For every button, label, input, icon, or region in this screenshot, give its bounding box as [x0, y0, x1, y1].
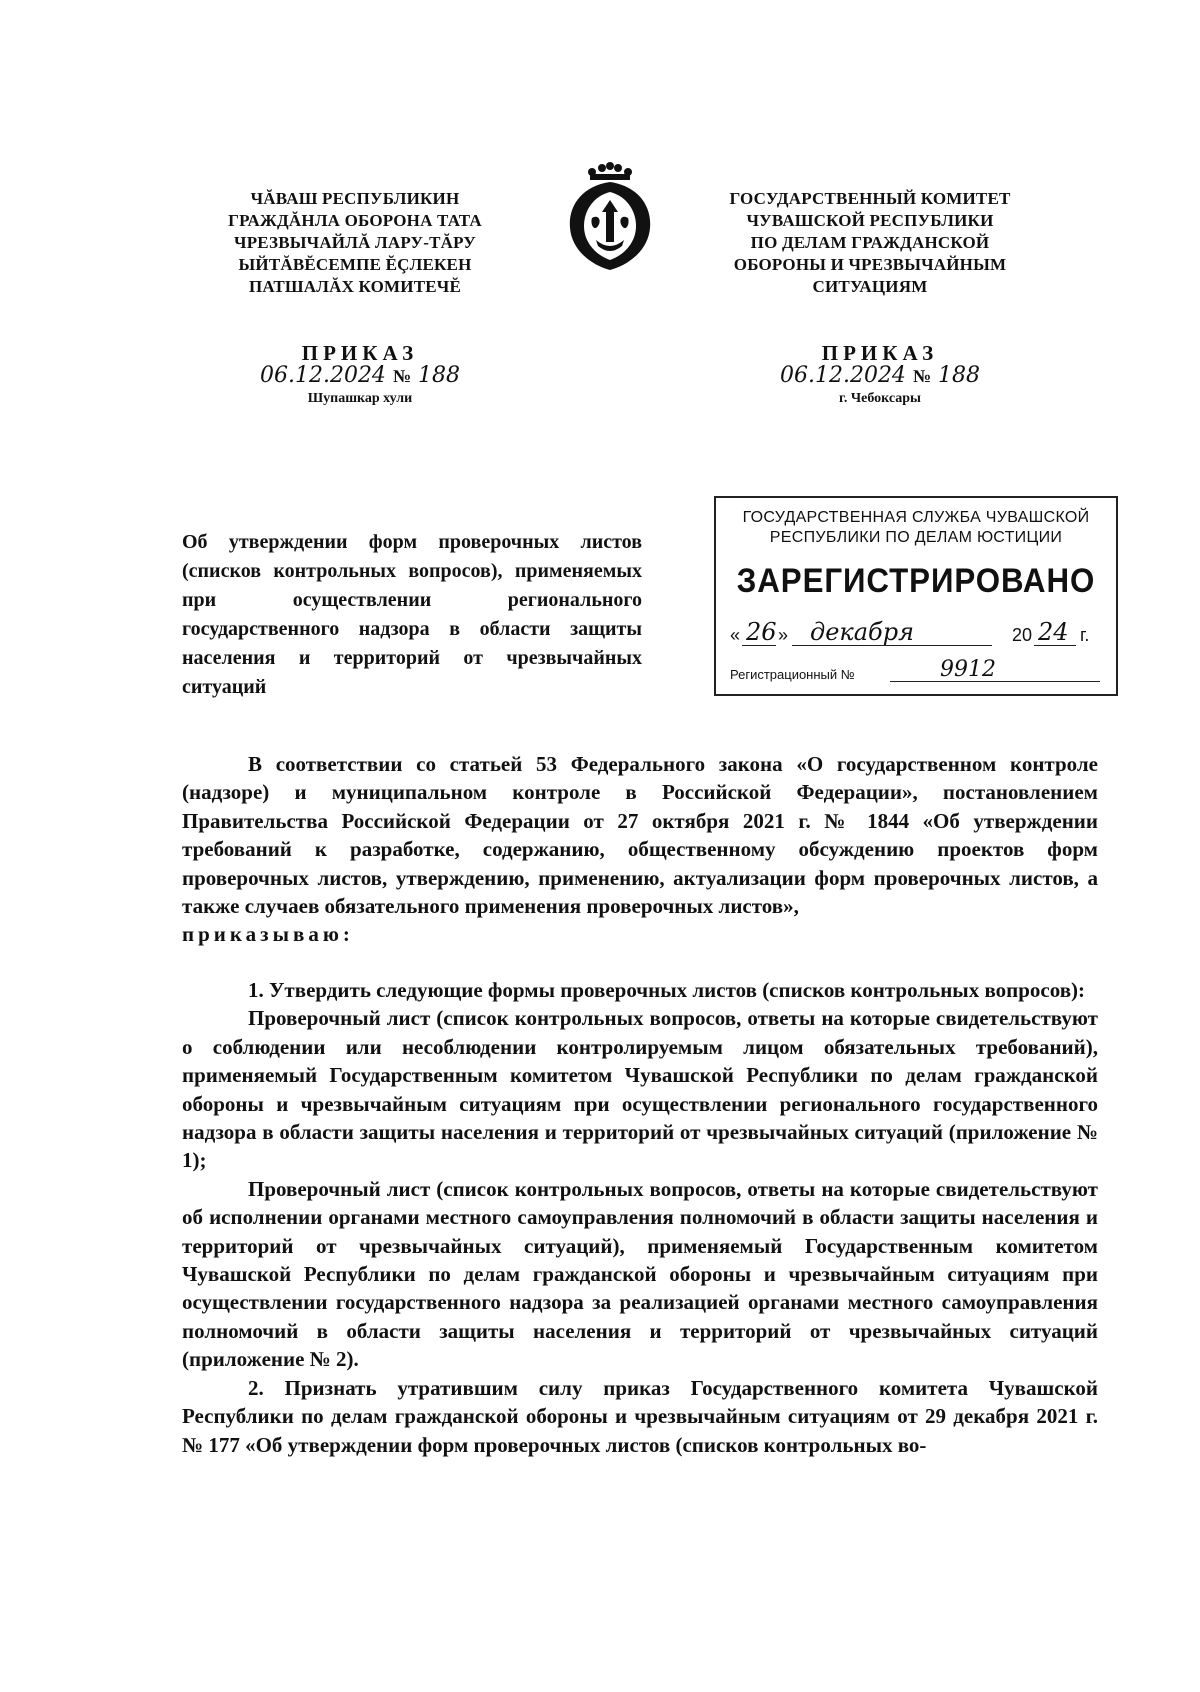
item-1-form-a: Проверочный лист (список контрольных вопросов, ответы на которые свидетельствуют о соблюдении или несоблюдении контролируемым лицом обязательных требований), применяемый Государственным комитетом Чувашской Республики по делам гражданской обороны и чрезвычайным ситуациям при осуществлении регионального государственного надзора в области защиты населения и территорий от чрезвычайных ситуаций (приложение № 1); [182, 1006, 1098, 1173]
stamp-reg-label: Регистрационный № [730, 667, 855, 682]
order-block-russian [750, 342, 1010, 408]
item-1: 1. Утвердить следующие формы проверочных листов (списков контрольных вопросов): [248, 978, 1086, 1002]
order-title: ПРИКАЗ [821, 341, 939, 365]
header-russian [700, 188, 1040, 298]
stamp-year-prefix: 20 [1012, 625, 1033, 645]
header-chuvash-line: ПАТШАЛĂХ КОМИТЕЧĔ [248, 277, 462, 296]
header-russian-line: ЧУВАШСКОЙ РЕСПУБЛИКИ [746, 211, 994, 230]
preamble-text: В соответствии со статьей 53 Федерального закона «О государственном контроле (надзоре) и муниципальном контроле в Российской Федерации», постановлением Правительства Российской Федерации от 27 октября 2021 г. № 1844 «Об утверждении требований к разработке, содержанию, общественному обсуждению проектов форм проверочных листов, утверждению, применению, актуализации форм проверочных листов, а также случаев обязательного применения проверочных листов», [182, 752, 1098, 919]
stamp-org-line: ГОСУДАРСТВЕННАЯ СЛУЖБА ЧУВАШСКОЙ [742, 509, 1090, 526]
stamp-org-line: РЕСПУБЛИКИ ПО ДЕЛАМ ЮСТИЦИИ [769, 529, 1063, 546]
header-russian-line: ПО ДЕЛАМ ГРАЖДАНСКОЙ [750, 233, 990, 252]
header-russian-line: ГОСУДАРСТВЕННЫЙ КОМИТЕТ [729, 189, 1011, 208]
registration-stamp [714, 496, 1118, 696]
number-sign: № [912, 366, 932, 386]
stamp-status: ЗАРЕГИСТРИРОВАНО [736, 562, 1096, 600]
order-date: 06.12.2024 [259, 363, 386, 388]
header-chuvash-line: ЫЙТĂВĔСЕМПЕ ĔÇЛЕКЕН [238, 255, 472, 274]
stamp-day: 26 [746, 618, 777, 646]
stamp-month: декабря [810, 618, 914, 646]
header-chuvash [200, 188, 510, 298]
order-number: 188 [938, 363, 981, 388]
order-items [182, 976, 1098, 1459]
stamp-date [730, 616, 1108, 650]
number-sign: № [392, 366, 412, 386]
stamp-reg-number: 9912 [940, 657, 996, 682]
order-number: 188 [418, 363, 461, 388]
coat-of-arms-emblem [562, 162, 658, 272]
stamp-year-unit: г. [1080, 625, 1090, 645]
item-2: 2. Признать утратившим силу приказ Государственного комитета Чувашской Республики по делам гражданской обороны и чрезвычайным ситуациям от 29 декабря 2021 г. № 177 «Об утверждении форм проверочных листов (списков контрольных во- [182, 1375, 1098, 1457]
item-1-form-b: Проверочный лист (список контрольных вопросов, ответы на которые свидетельствуют об исполнении органами местного самоуправления полномочий в области защиты населения и территорий от чрезвычайных ситуаций), применяемый Государственным комитетом Чувашской Республики по делам гражданской обороны и чрезвычайным ситуациям при осуществлении государственного надзора за реализацией органами местного самоуправления полномочий в области защиты населения и территорий от чрезвычайных ситуаций (приложение № 2). [182, 1176, 1098, 1372]
order-date-number [750, 364, 1010, 390]
header-russian-line: СИТУАЦИЯМ [812, 277, 928, 296]
stamp-registration-number [730, 656, 1108, 686]
order-word: приказываю: [182, 922, 354, 947]
header-russian-line: ОБОРОНЫ И ЧРЕЗВЫЧАЙНЫМ [733, 255, 1007, 274]
order-date-number [230, 364, 490, 390]
stamp-quote-open: « [730, 625, 741, 645]
stamp-year-suffix: 24 [1038, 618, 1069, 646]
stamp-quote-close: » [778, 625, 789, 645]
order-date: 06.12.2024 [779, 363, 906, 388]
order-block-chuvash [230, 342, 490, 408]
header-chuvash-line: ЧРЕЗВЫЧАЙЛĂ ЛАРУ-ТĂРУ [234, 233, 476, 252]
header-chuvash-line: ГРАЖДĂНЛА ОБОРОНА ТАТА [228, 211, 482, 230]
document-title: Об утверждении форм проверочных листов (списков контрольных вопросов), применяемых при осуществлении регионального государственного надзора в области защиты населения и территорий от чрезвычайных ситуаций [182, 531, 642, 698]
order-city: Шупашкар хули [307, 391, 413, 406]
header-chuvash-line: ЧĂВАШ РЕСПУБЛИКИН [250, 189, 460, 208]
order-title: ПРИКАЗ [301, 341, 419, 365]
preamble [182, 750, 1098, 949]
order-city: г. Чебоксары [839, 391, 921, 406]
